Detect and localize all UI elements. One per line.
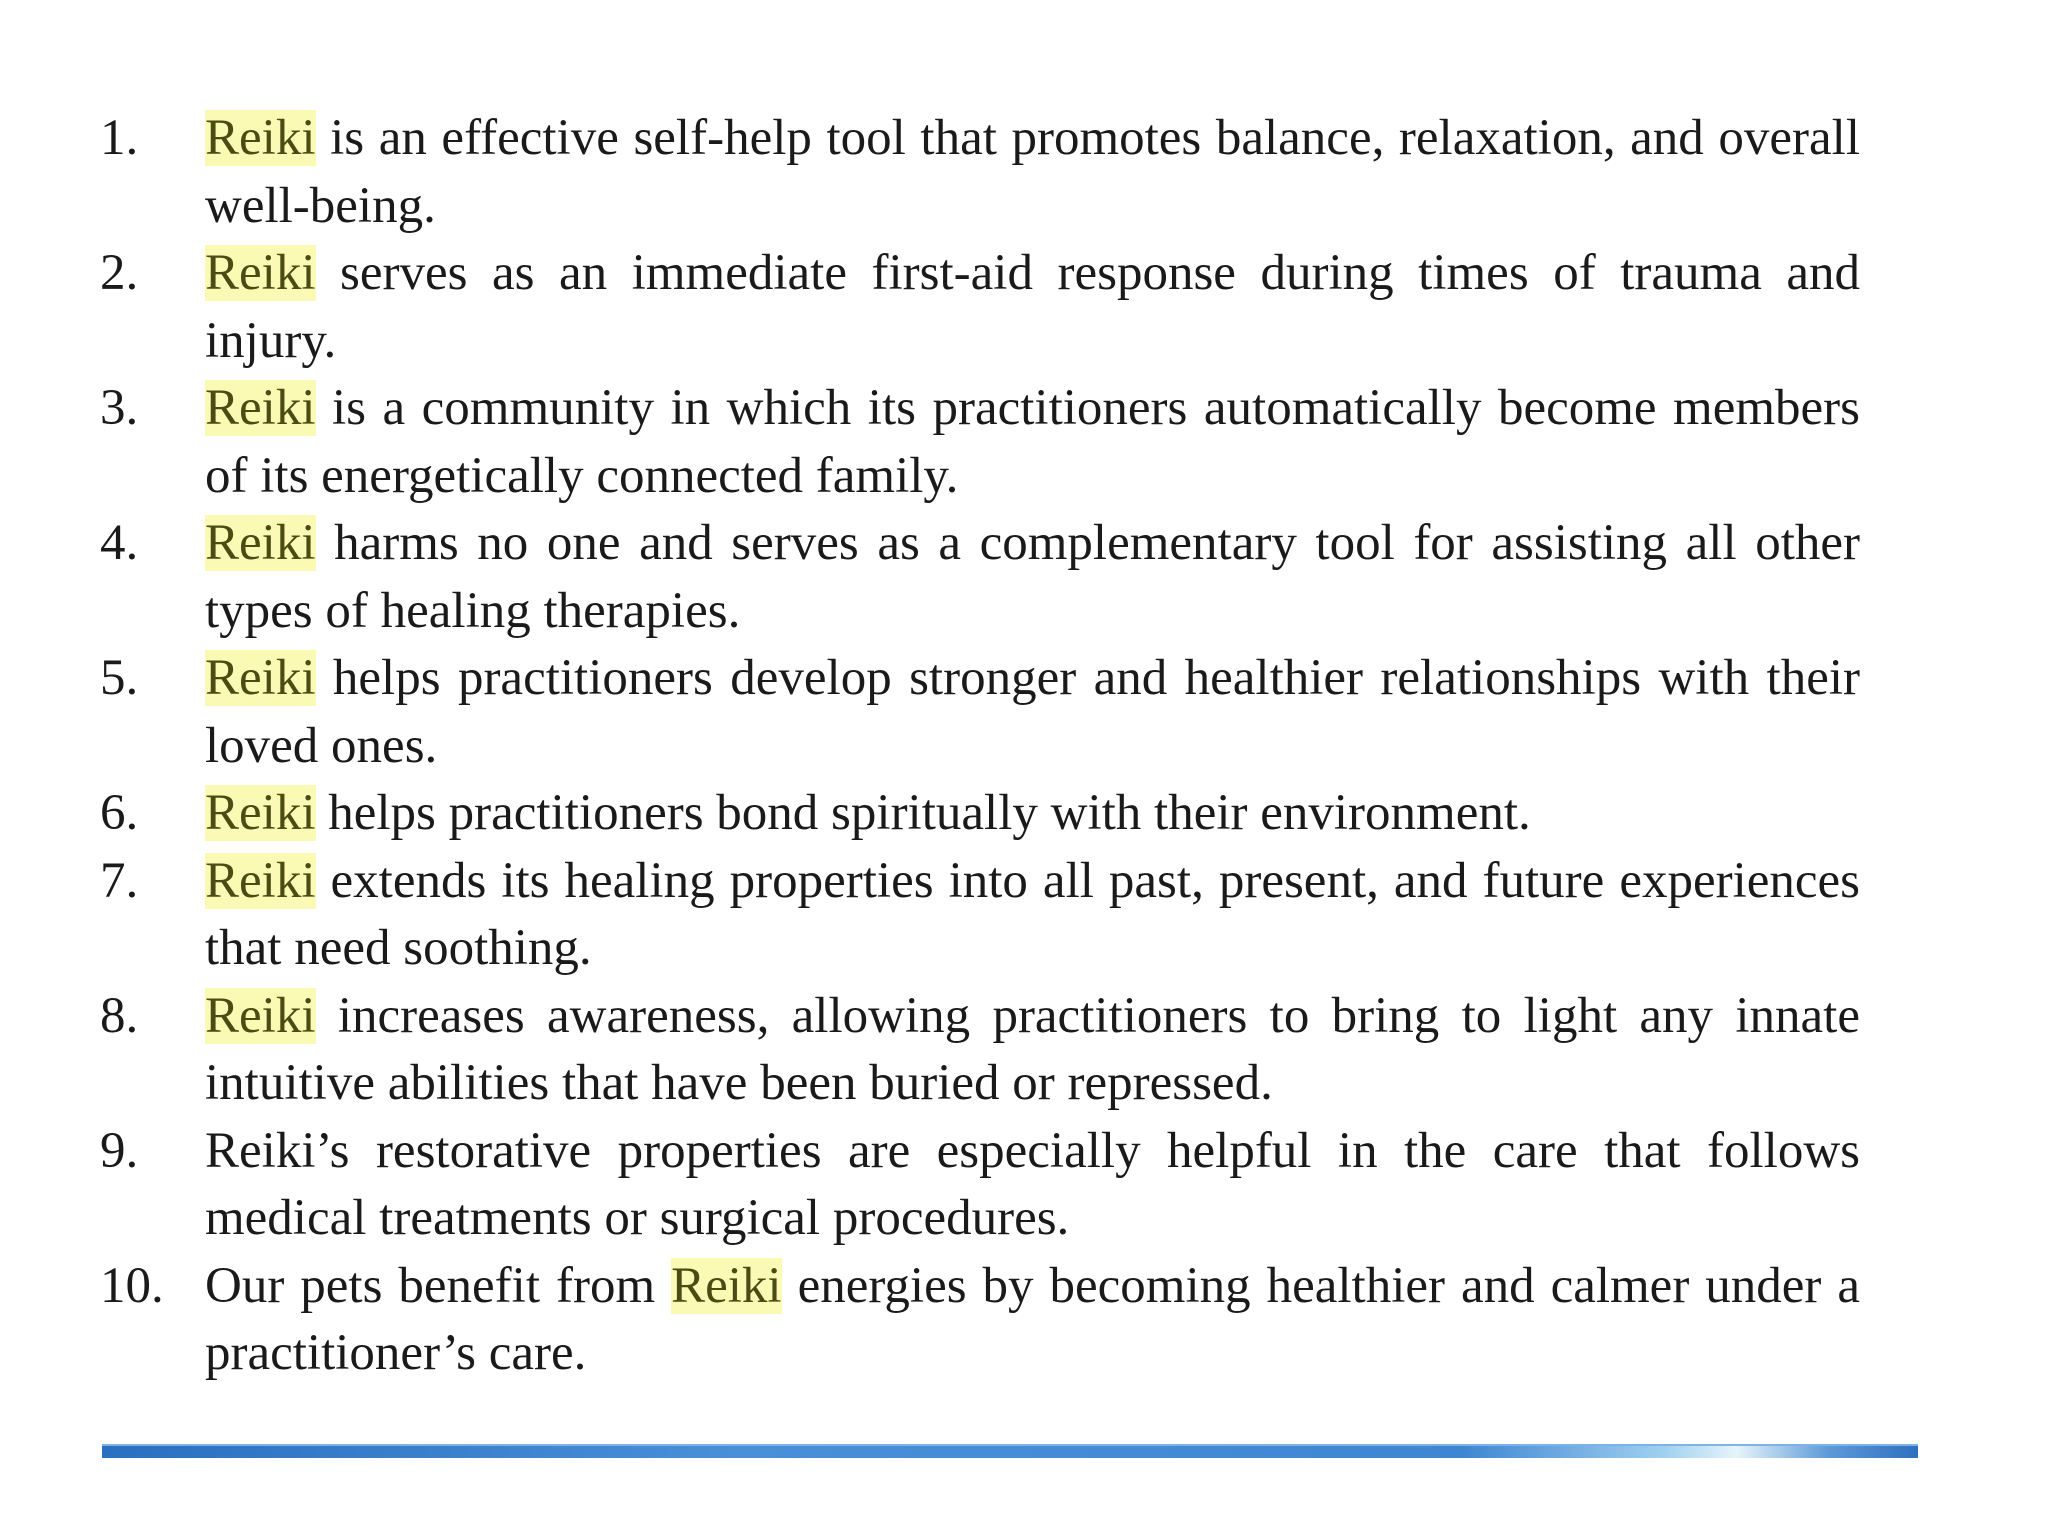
item-text: energies by becoming healthier and calmer under a practitioner’s care. — [205, 1257, 1860, 1381]
item-text: serves as an immediate first-aid response during times of trauma and injury. — [205, 245, 1860, 369]
benefits-list — [100, 105, 1860, 1388]
highlighted-term: Reiki — [671, 1257, 782, 1314]
list-item — [100, 645, 1860, 780]
list-item — [100, 510, 1860, 645]
item-text: is a community in which its practitioners automatically become members of its energetically connected family. — [205, 380, 1860, 504]
item-number: 8. — [100, 987, 139, 1044]
highlighted-term: Reiki — [205, 785, 316, 841]
item-number: 4. — [100, 515, 139, 571]
footer-divider — [102, 1444, 1918, 1458]
highlighted-term: Reiki — [205, 650, 316, 706]
list-item — [100, 780, 1860, 848]
list-item — [100, 105, 1860, 240]
item-number: 7. — [100, 852, 139, 909]
item-number: 3. — [100, 380, 139, 436]
list-item — [100, 375, 1860, 510]
highlighted-term: Reiki — [205, 245, 316, 301]
item-number: 6. — [100, 785, 139, 841]
list-item — [100, 848, 1860, 983]
item-number: 10. — [100, 1257, 164, 1314]
list-item — [100, 1118, 1860, 1253]
item-text: is an effective self-help tool that promotes balance, relaxation, and overall well-being. — [205, 110, 1860, 234]
item-text: harms no one and serves as a complementary tool for assisting all other types of healing therapies. — [205, 515, 1860, 639]
item-number: 1. — [100, 110, 139, 166]
item-text-pre: Our pets benefit from — [205, 1257, 672, 1314]
item-text: extends its healing properties into all past, present, and future experiences that need soothing. — [205, 852, 1860, 976]
item-text: helps practitioners bond spiritually with their environment. — [315, 785, 1531, 841]
item-text-pre: Reiki’s restorative properties are especially helpful in the care that follows medical treatments or surgical procedures. — [205, 1122, 1860, 1246]
highlighted-term: Reiki — [205, 987, 316, 1044]
list-item — [100, 983, 1860, 1118]
highlighted-term: Reiki — [205, 515, 316, 571]
item-text: increases awareness, allowing practitioners to bring to light any innate intuitive abilities that have been buried or repressed. — [205, 987, 1860, 1111]
item-text: helps practitioners develop stronger and healthier relationships with their loved ones. — [205, 650, 1860, 774]
highlighted-term: Reiki — [205, 380, 316, 436]
item-number: 5. — [100, 650, 139, 706]
highlighted-term: Reiki — [205, 110, 316, 166]
list-item — [100, 1253, 1860, 1388]
highlighted-term: Reiki — [205, 852, 316, 909]
item-number: 2. — [100, 245, 139, 301]
list-item — [100, 240, 1860, 375]
item-number: 9. — [100, 1122, 139, 1179]
